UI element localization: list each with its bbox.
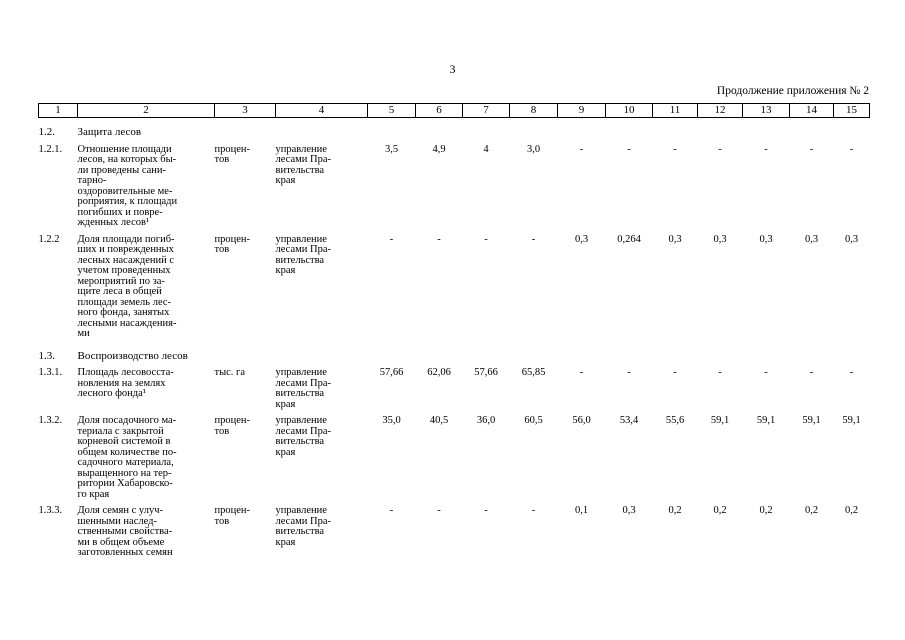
indicator-unit [215, 231, 276, 340]
text-line: вительства [275, 388, 325, 399]
text-line: вительства [275, 164, 325, 176]
text-line: лесных насаждений с [77, 254, 174, 266]
indicator-value-col-11: 55,6 [665, 415, 685, 426]
text-line: выращенного на тер- [77, 467, 172, 479]
indicator-value-col-8: 3,0 [526, 143, 541, 155]
column-header-8: 8 [510, 104, 558, 118]
text-line: края [275, 398, 296, 410]
text-line: общем количестве по- [77, 446, 177, 458]
continuation-label: Продолжение приложения № 2 [716, 85, 869, 97]
indicator-row [39, 412, 870, 500]
page-number: 3 [449, 62, 456, 76]
column-header-14: 14 [790, 104, 834, 118]
indicator-value-col-12: 59,1 [710, 415, 730, 426]
text-line: лесами Пра- [275, 154, 331, 165]
indicator-value-col-11: 0,2 [668, 505, 682, 516]
indicator-value-col-10: 0,3 [622, 505, 636, 516]
text-line: площади земель лес- [77, 296, 172, 308]
indicator-value-col-15: 0,2 [844, 505, 859, 516]
indicator-value-col-8: 65,85 [521, 367, 546, 378]
indicator-number: 1.2.2 [38, 233, 60, 245]
text-line: управление [275, 415, 327, 426]
indicator-value-col-14: - [809, 143, 814, 155]
indicator-value-col-9: 0,1 [574, 505, 589, 516]
text-line: управление [275, 233, 327, 245]
text-line: управление [275, 143, 327, 155]
indicator-value-col-14: 0,2 [804, 505, 819, 516]
column-header-6: 6 [416, 104, 463, 118]
column-header-11: 11 [653, 104, 698, 118]
text-line: управление [275, 505, 327, 516]
text-line: Площадь лесовосста- [77, 367, 174, 378]
text-line: погибших и повре- [77, 206, 163, 218]
indicator-unit [215, 502, 276, 559]
text-line: края [275, 446, 296, 458]
text-line: лесами Пра- [275, 515, 331, 527]
indicator-value-col-5: - [389, 505, 394, 516]
text-line: Доля семян с улуч- [77, 505, 163, 516]
text-line: ми в общем объеме [77, 536, 165, 548]
indicator-value-col-11: 0,3 [668, 233, 682, 245]
text-line: роприятия, к площади [77, 196, 178, 207]
indicator-value-col-6: 4,9 [432, 143, 446, 155]
text-line: тарно- [77, 175, 107, 186]
indicator-value-col-12: - [718, 143, 722, 155]
responsible-executor [276, 364, 368, 410]
text-line: оздоровительные ме- [77, 185, 173, 197]
indicator-value-col-14: 59,1 [802, 415, 821, 426]
indicator-name [78, 364, 215, 410]
indicator-value-col-9: 0,3 [574, 233, 589, 245]
text-line: ственными свойства- [77, 526, 173, 537]
indicator-value-col-6: - [437, 505, 441, 516]
indicator-value-col-7: - [484, 505, 488, 516]
text-line: заготовленных семян [77, 547, 173, 558]
section-title: Защита лесов [77, 126, 142, 138]
indicator-unit [215, 412, 276, 500]
text-line: края [275, 175, 296, 186]
indicator-value-col-7: 57,66 [474, 367, 498, 378]
indicator-value-col-13: - [764, 367, 768, 378]
indicator-value-col-11: - [673, 143, 677, 155]
indicator-value-col-12: 0,2 [713, 505, 727, 516]
indicator-name [78, 231, 215, 340]
indicator-value-col-6: - [437, 233, 441, 245]
row-spacer-cell [39, 559, 870, 561]
indicator-row [39, 141, 870, 229]
indicator-value-col-6: 62,06 [427, 367, 451, 378]
indicator-value-col-13: 59,1 [756, 415, 776, 426]
indicator-number: 1.3.1. [38, 367, 63, 378]
text-line: ли проведены сани- [77, 164, 167, 176]
indicator-value-col-9: - [579, 367, 584, 378]
text-line: го края [77, 488, 110, 500]
section-title: Воспроизводство лесов [77, 349, 188, 362]
text-line: тов [214, 244, 230, 255]
column-header-12: 12 [698, 104, 743, 118]
text-line: лесными насаждения- [77, 317, 177, 329]
column-header-4: 4 [276, 104, 368, 118]
indicator-row [39, 502, 870, 559]
text-line: ми [77, 328, 90, 339]
text-line: тов [214, 154, 230, 165]
indicator-value-col-14: - [809, 367, 814, 378]
text-line: Отношение площади [77, 143, 172, 155]
indicator-value-col-7: 4 [483, 143, 489, 155]
indicator-number: 1.3.3. [38, 505, 63, 516]
indicator-number: 1.3.2. [38, 415, 63, 426]
indicator-value-col-5: 3,5 [384, 143, 399, 155]
indicator-name [78, 412, 215, 500]
indicator-number: 1.2.1. [38, 143, 63, 155]
indicator-value-col-8: 60,5 [524, 415, 543, 426]
text-line: лесами Пра- [275, 425, 331, 437]
indicator-value-col-5: - [389, 233, 394, 245]
text-line: процен- [214, 505, 251, 516]
text-line: ного фонда, занятых [77, 307, 170, 318]
indicator-value-col-13: 0,2 [759, 505, 773, 516]
text-line: процен- [214, 143, 251, 155]
text-line: края [275, 265, 296, 276]
indicator-unit [215, 141, 276, 229]
indicator-value-col-6: 40,5 [429, 415, 449, 426]
indicator-value-col-15: 0,3 [844, 233, 859, 245]
text-line: щите леса в общей [77, 286, 162, 297]
table-body [39, 118, 870, 561]
responsible-executor [276, 502, 368, 559]
text-line: ритории Хабаровско- [77, 478, 173, 489]
indicator-name [78, 141, 215, 229]
text-line: вительства [275, 254, 325, 266]
indicator-value-col-7: 36,0 [476, 415, 496, 426]
indicator-value-col-9: - [579, 143, 584, 155]
indicator-name [78, 502, 215, 559]
text-line: вительства [275, 526, 325, 537]
text-line: Доля посадочного ма- [77, 415, 177, 426]
indicator-value-col-9: 56,0 [572, 415, 591, 426]
text-line: процен- [214, 233, 251, 245]
indicator-value-col-11: - [673, 367, 677, 378]
indicator-value-col-15: - [849, 143, 854, 155]
indicator-row [39, 231, 870, 340]
text-line: мероприятий по за- [77, 275, 165, 287]
text-line: шенными наслед- [77, 515, 157, 527]
text-line: лесов, на которых бы- [77, 154, 177, 165]
section-number: 1.3. [38, 349, 55, 362]
section-row [39, 342, 870, 365]
text-line: лесами Пра- [275, 377, 331, 389]
row-spacer [39, 559, 870, 561]
indicator-value-col-12: - [718, 367, 722, 378]
text-line: тов [214, 425, 230, 437]
indicator-value-col-13: 0,3 [759, 233, 773, 245]
indicators-table [38, 103, 870, 561]
text-line: вительства [275, 436, 325, 447]
column-header-5: 5 [368, 104, 416, 118]
column-header-3: 3 [215, 104, 276, 118]
text-line: новления на землях [77, 377, 166, 389]
indicator-value-col-10: - [627, 143, 631, 155]
indicator-value-col-14: 0,3 [804, 233, 819, 245]
text-line: учетом проведенных [77, 265, 171, 276]
column-header-10: 10 [606, 104, 653, 118]
indicator-value-col-10: 53,4 [619, 415, 639, 426]
indicator-value-col-15: 59,1 [842, 415, 861, 426]
indicator-unit [215, 364, 276, 410]
indicator-value-col-10: 0,264 [617, 233, 641, 245]
section-number: 1.2. [38, 126, 55, 138]
column-header-7: 7 [463, 104, 510, 118]
column-header-1: 1 [39, 104, 78, 118]
indicator-row [39, 364, 870, 410]
text-line: процен- [214, 415, 251, 426]
responsible-executor [276, 231, 368, 340]
column-header-15: 15 [834, 104, 870, 118]
text-line: управление [275, 367, 327, 378]
indicator-value-col-13: - [764, 143, 768, 155]
text-line: корневой системой в [77, 436, 171, 447]
column-header-13: 13 [743, 104, 790, 118]
text-line: тыс. га [214, 367, 246, 378]
text-line: садочного материала, [77, 457, 174, 468]
text-line: лесами Пра- [275, 244, 331, 255]
column-number-header [39, 104, 870, 118]
text-line: тов [214, 515, 230, 527]
text-line: ших и поврежденных [77, 244, 174, 255]
text-line: лесного фонда¹ [77, 388, 146, 399]
indicator-value-col-15: - [849, 367, 854, 378]
text-line: териала с закрытой [77, 425, 164, 437]
indicator-value-col-5: 35,0 [382, 415, 401, 426]
responsible-executor [276, 141, 368, 229]
responsible-executor [276, 412, 368, 500]
text-line: края [275, 536, 296, 548]
column-header-2: 2 [78, 104, 215, 118]
indicator-value-col-10: - [627, 367, 631, 378]
indicator-value-col-8: - [531, 233, 536, 245]
section-row [39, 118, 870, 141]
column-header-9: 9 [558, 104, 606, 118]
indicator-value-col-8: - [531, 505, 536, 516]
text-line: Доля площади погиб- [77, 233, 175, 245]
indicator-value-col-12: 0,3 [713, 233, 727, 245]
text-line: жденных лесов¹ [77, 217, 150, 228]
indicator-value-col-7: - [484, 233, 488, 245]
indicator-value-col-5: 57,66 [379, 367, 404, 378]
